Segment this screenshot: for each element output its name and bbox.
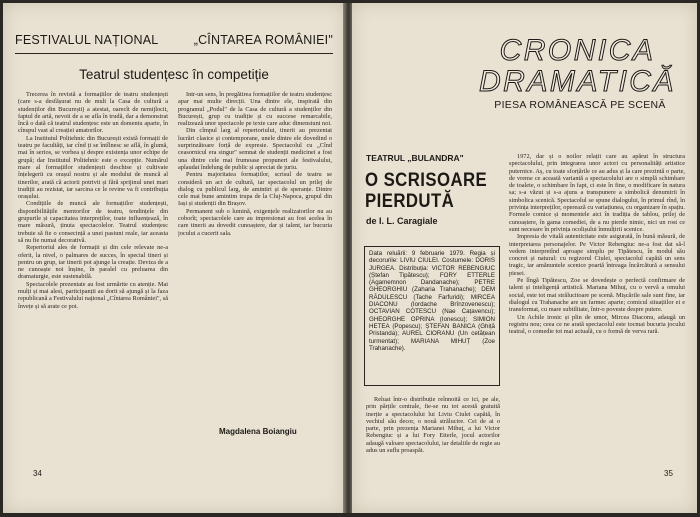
festival-header [15, 33, 333, 47]
festival-header-left: FESTIVALUL NAȚIONAL [15, 33, 159, 47]
paragraph: Pentru majoritatea formațiilor, scrisul de teatru se consideră un act de cultură, iar spectacolul un prilej de dialog cu publicul larg, de amintiri și de speranțe. Dintre cele mai bune amintim trupa de la Cluj-Napoca, grupul din Iași și studenții din Brașov. [178, 171, 332, 208]
article-column-1 [18, 91, 168, 436]
page-number-left: 34 [33, 469, 42, 478]
section-subtitle: PIESA ROMÂNEASCĂ PE SCENĂ [494, 99, 666, 111]
festival-header-right: „CÎNTAREA ROMÂNIEI" [193, 33, 333, 47]
paragraph: Impresia de vitală autenticitate este asigurată, în bună măsură, de interpretarea personajelor. Pe Victor Rebengiuc ne-a fost dat să-l vedem interpretînd aproape simplu pe Tipătescu, în modul său concret și natural: cu regizorul Ciulei, spectacolul capătă un sens tragic, iar amănuntele scenice poartă întreaga încărcătură a sensului piesei. [509, 233, 685, 277]
paragraph: Pe lîngă Tipătescu, Zoe se dovedește o perfectă confirmare de talent și inteligență artistică. Mariana Mihuț, cu o vervă a omului social, este tot mai strălucitoare pe scenă. Mișcările sale sunt fine, iar dialogul cu Trahanache are un farmec aparte; comicul situațiilor ei e transformat, cu mare subtilitate, într-o poveste despre putere. [509, 277, 685, 314]
review-column-2 [509, 153, 685, 486]
play-author: de I. L. Caragiale [366, 216, 438, 226]
paragraph: 1972, dar și o noilor relații care au apărut în structura spectacolului, prin integrarea unor actori cu personalități artistice puternice. Aș, cu toate sforțările ce au adus și la care prezintă o parte, de vreme ce această variantă a spectacolului are o simplă schimbare de toalete, o schimbare în fapt, ci este în fine, o modificare în natura sa; s-a văzut și s-a ajuns a transpunere a simbolică denumirii în simbolica scenică. Spectacolul se spune dialogului, în primul rînd, în privința interpreților, operează cu variațiunea, cu organizare în spațiu. Formele comice și momentele aici în tradiția de tablou, prilej de cunoaștere, în gama comediei, de a nu pierde nimic, nici un rost ce sunt necesare în privința ocolișului înmulțirii scenice. [509, 153, 685, 233]
paragraph: Din cîmpul larg al repertoriului, tinerii au prezentat lucrări clasice și contemporane, unele dintre ele dovedind o surprinzătoare forță de expresie. Spectacolul cu „Cînd ceasornicul era singur" semnat de studenții medicinei a fost una dintre cele mai frumoase propuneri ale festivalului, aplaudat îndelung de public și apreciat de juriu. [178, 127, 332, 171]
play-title-line-2: PIERDUTĂ [365, 190, 455, 212]
paragraph: Intr-un sens, în pregătirea formațiilor de teatru studențesc apar mai multe direcții. Una dintre ele, inspirată din programul „Podul" de la Casa de cultură a studenților din București, grup cu tradiție și cu succese remarcabile, realizează unor spectacole pe texte care aduc dimensiuni noi. [178, 91, 332, 128]
header-rule [15, 53, 333, 54]
play-title [365, 170, 487, 212]
page-number-right: 35 [664, 469, 673, 478]
paragraph: Spectacolele prezentate au fost urmărite cu atenție. Mai mulți și mai alesi, participanții au dorit să ajungă și la faza republicană a Festivalului național „Cîntarea României", să învețe și să arate ce pot. [18, 280, 168, 310]
paragraph: Permanent sub o lumină, exigențele realizatorilor nu au coborît; spectacolele care au impresionat au fost acelea în care tinerii au dovedit cunoaștere, dar și talent, iar bucuria jocului a cucerit sala. [178, 207, 332, 237]
article-column-2 [178, 91, 332, 436]
right-page [352, 3, 697, 513]
paragraph: Condițiile de muncă ale formațiilor studențești, disponibilitățile mentorilor de teatru, tendințele din grupurile și capacitatea interpreților, toate influențează, în mare măsură, ținuta spectacolelor. Teatrul studențesc trebuie să fie o consecință a unei pasiuni reale, iar aceasta să nu fie numai decorativă. [18, 200, 168, 244]
paragraph: Un Achile ironic și plin de umor, Mircea Diaconu, adaugă un registru nou; ceea ce ne arată spectacolul este tocmai bucuria jocului teatral, o comedie tot mai actuală, cu o formă de verva rară. [509, 313, 685, 336]
paragraph: Reluat într-o distribuție reînnoită ce ici, pe ale, prin părțile centrale, fie-se nu tot acestă gratuită inerție a spectacolului lui Liviu Ciulei capătă, în vechiul său decor, o nouă strălucire. Cei de ai o parte, prin prezența Marianei Mihuț, a lui Victor Rebengiuc și a lui Fory Etterle, jocul actorilor adaugă valoare spectacolului, iar detaliile de regie au adus un suflu proaspăt. [366, 396, 500, 455]
article-author: Magdalena Boiangiu [219, 427, 297, 436]
section-title-line-2: DRAMATICĂ [479, 65, 676, 98]
paragraph: Trecerea în revistă a formațiilor de teatru studențești (care s-a desfășurat nu de mult la Casa de cultură a studenților din București) a atestat, oarecît de nemijlocit, faptul de artă, nevoii de a se afla în trudă, dar a demonstrat încă o dată că teatrul studențesc este un domeniu aparte, în cînspul vast al creației amatorilor. [18, 91, 168, 135]
play-title-line-1: O SCRISOARE [365, 169, 488, 191]
theatre-name: TEATRUL „BULANDRA" [366, 153, 464, 163]
article-title: Teatrul studențesc în competiție [79, 67, 269, 82]
review-column-1 [366, 396, 500, 486]
left-page [3, 3, 345, 513]
paragraph: Repertoriul ales de formații și din cele relevate ne-a oferit, la nivel, o palmares de succes, în special tineri și pentru un grup, iar tinerii pot ajunge la creație. Deviza de a ne cunoaște noi înșine, în paralel cu preluarea din dramaturgie, este sustenabilă. [18, 244, 168, 281]
paragraph: La Institutul Politehnic din București există formații de teatru pe facultăți, iar cînd ți se întîlnesc se află, în glumă, mai în serios, se vorbea și despre existența unor echipe de grupă; dar Institutul Politehnic este o excepție. Numărul mare al formațiilor studențești deschise și cultivate înțelegerii cu orașul nostru și ale modului de muncă al tinerilor, arată că actorii potrivit și fără sprijinul unei mari tradiții au rezistat, iar sarcina ce le revine va fi contribuția orașului. [18, 134, 168, 201]
section-title-line-1: CRONICA [499, 34, 656, 67]
section-title [470, 35, 685, 97]
credits-box: Data reluării: 9 februarie 1979. Regia și decorurile: LIVIU CIULEI. Costumele: DORIS JURGEA. Distribuția: VICTOR REBENGIUC (Ștefan Tipătescu); FORY ETTERLE (Agamemnon Dandanache); PETRE GHEORGHIU (Zaharia Trahanache); DEM RĂDULESCU (Tache Farfuridi); MIRCEA DIACONU (Iordache Brînzovenescu); OCTAVIAN COTESCU (Nae Cațavencu); GHEORGHE OPRINA (Ionescu); SIMION HETEA (Popescu); ȘTEFAN BANICA (Ghiță Pristanda); AUREL CIORANU (Un cetățean turmentat); MARIANA MIHUȚ (Zoe Trahanache). [364, 246, 500, 386]
